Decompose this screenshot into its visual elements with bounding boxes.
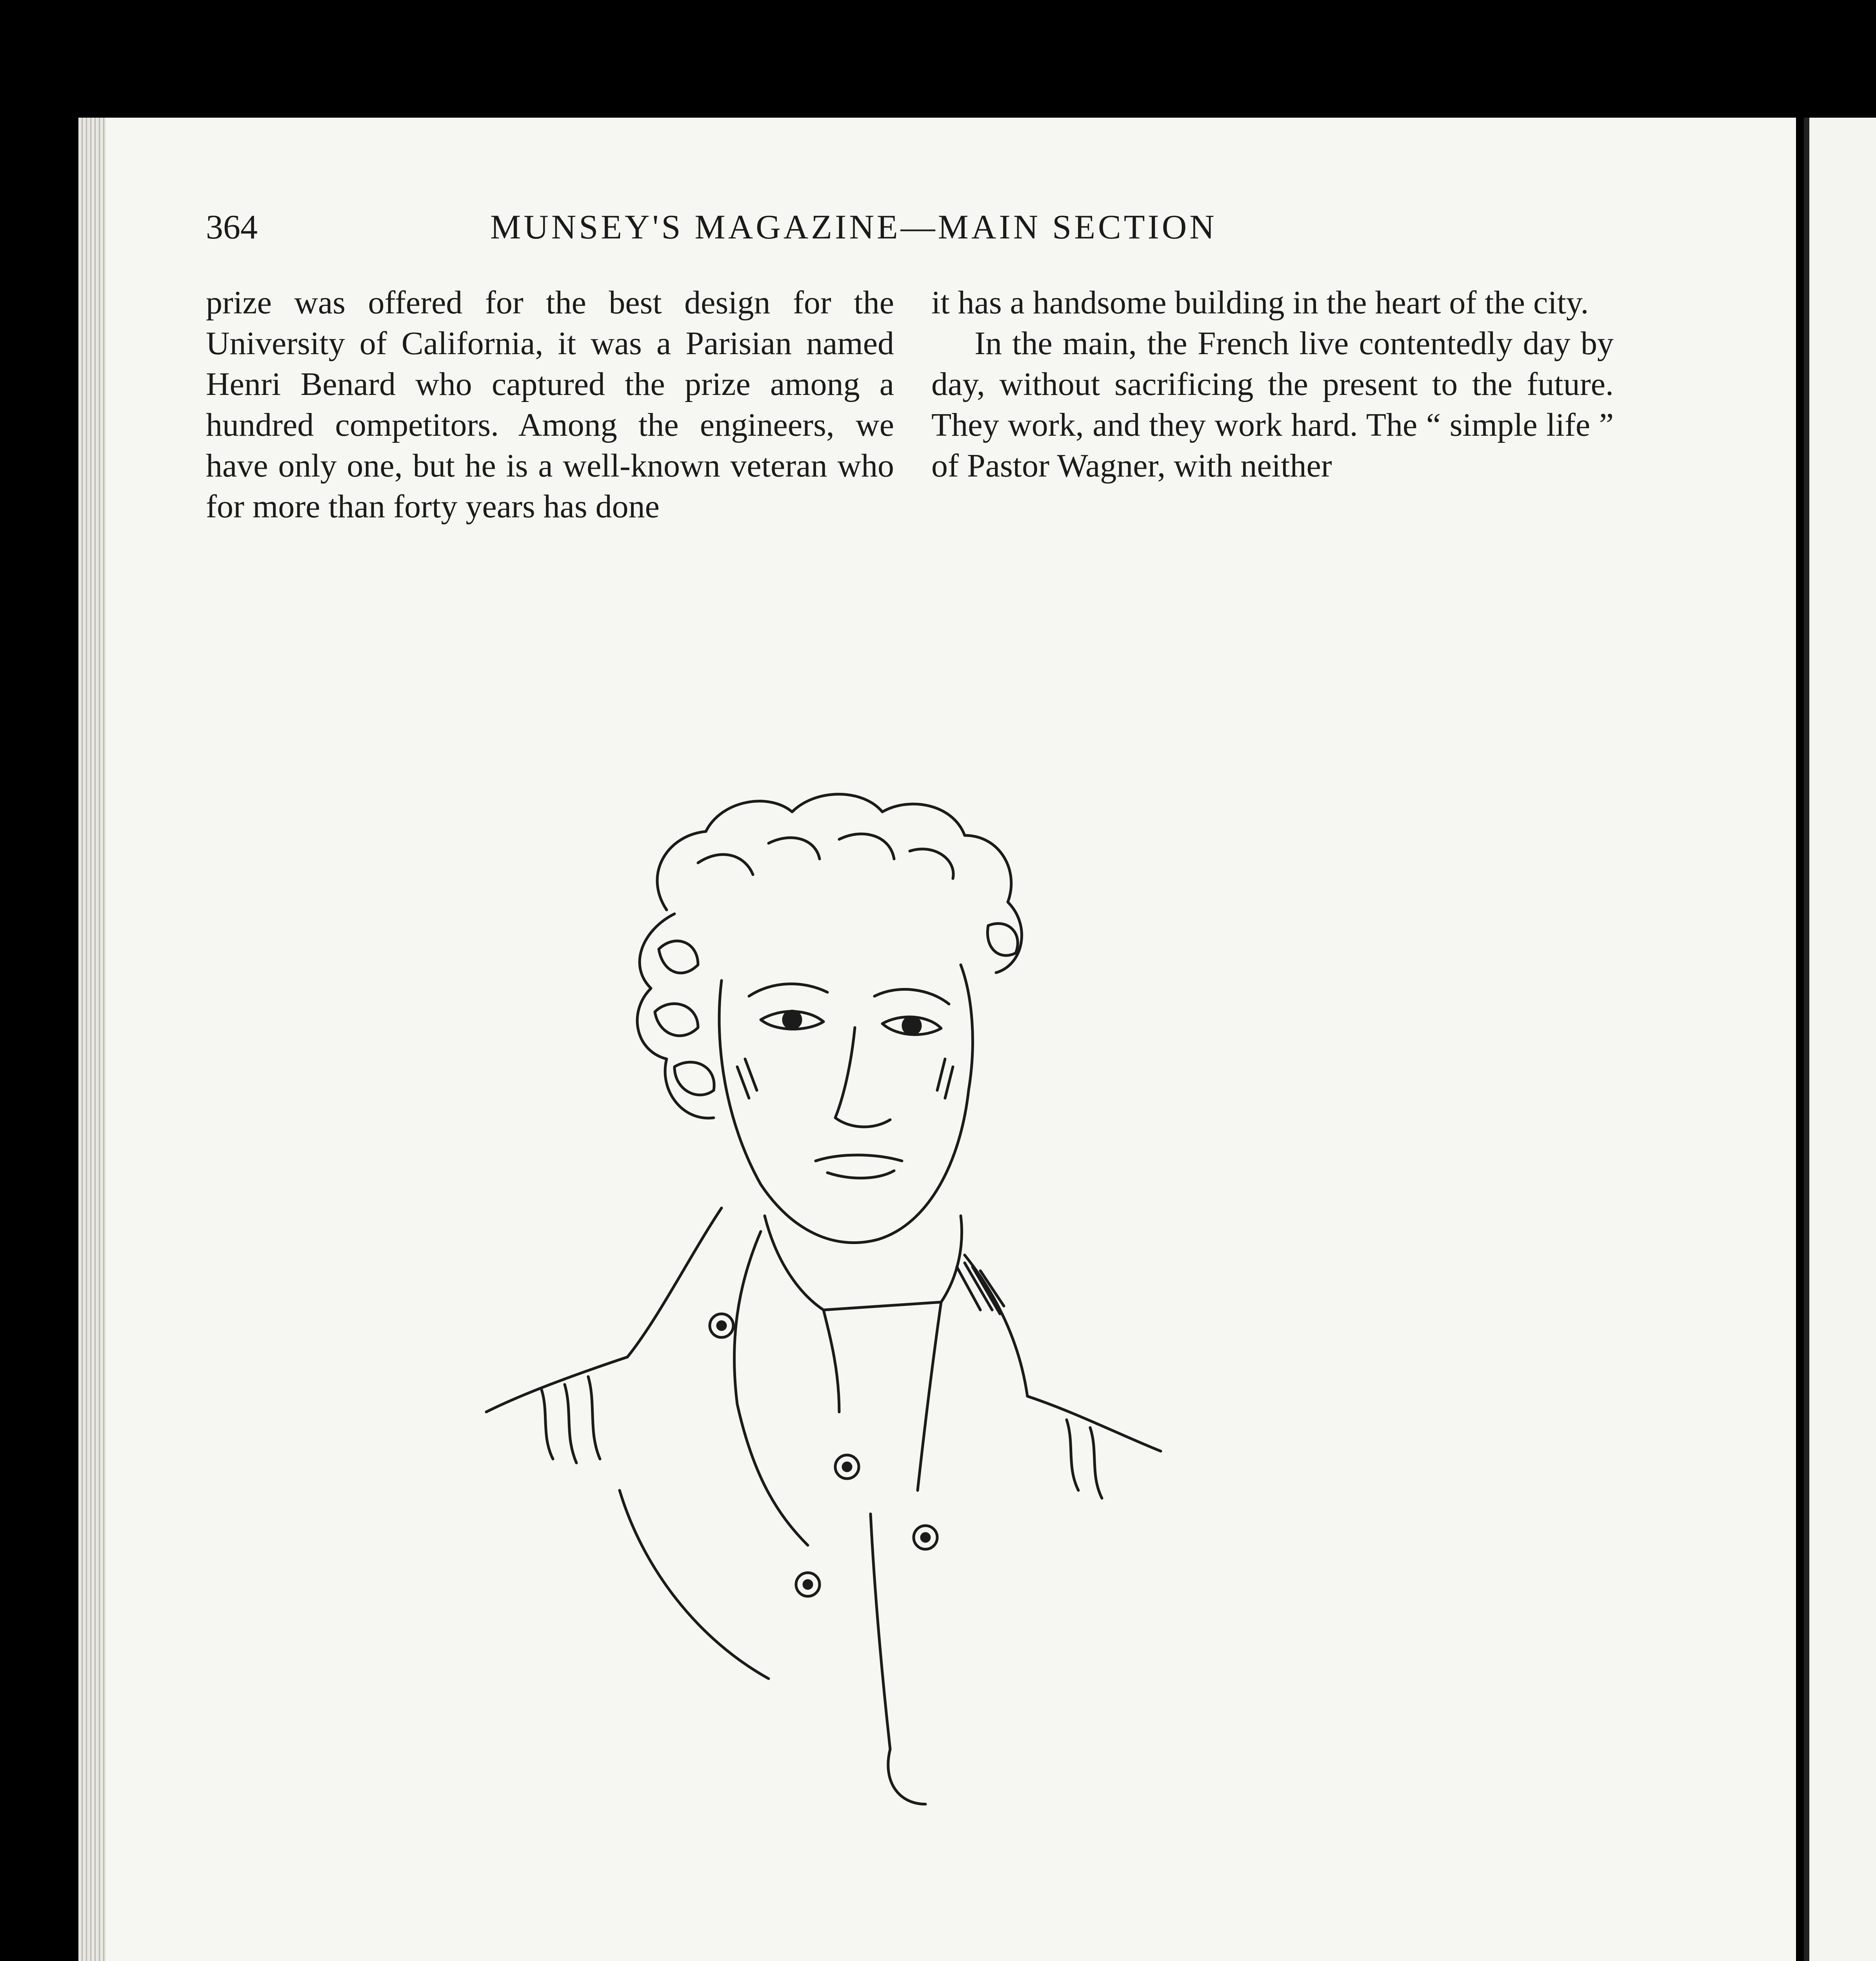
facing-page-edge	[1804, 118, 1876, 1961]
page-stack-edge	[78, 118, 106, 1961]
column-top-left	[206, 282, 894, 527]
paragraph: prize was offered for the best design for the University of California, it was a Parisian named Henri Benard who captured the prize among a hundred competitors. Among the engineers, we have only one, but he is a well-known veteran who for more than forty years has done	[206, 284, 894, 525]
lafayette-portrait-engraving	[424, 745, 1267, 1930]
page-number: 364	[206, 208, 258, 246]
running-title: MUNSEY'S MAGAZINE—MAIN SECTION	[490, 208, 1217, 246]
paragraph: it has a handsome building in the heart of the city.	[931, 284, 1589, 321]
paragraph: In the main, the French live contentedly day by day, without sacrificing the present to the future. They work, and they work hard. The “ simple life ” of Pastor Wagner, with neither	[931, 325, 1614, 484]
column-top-right	[931, 282, 1614, 486]
